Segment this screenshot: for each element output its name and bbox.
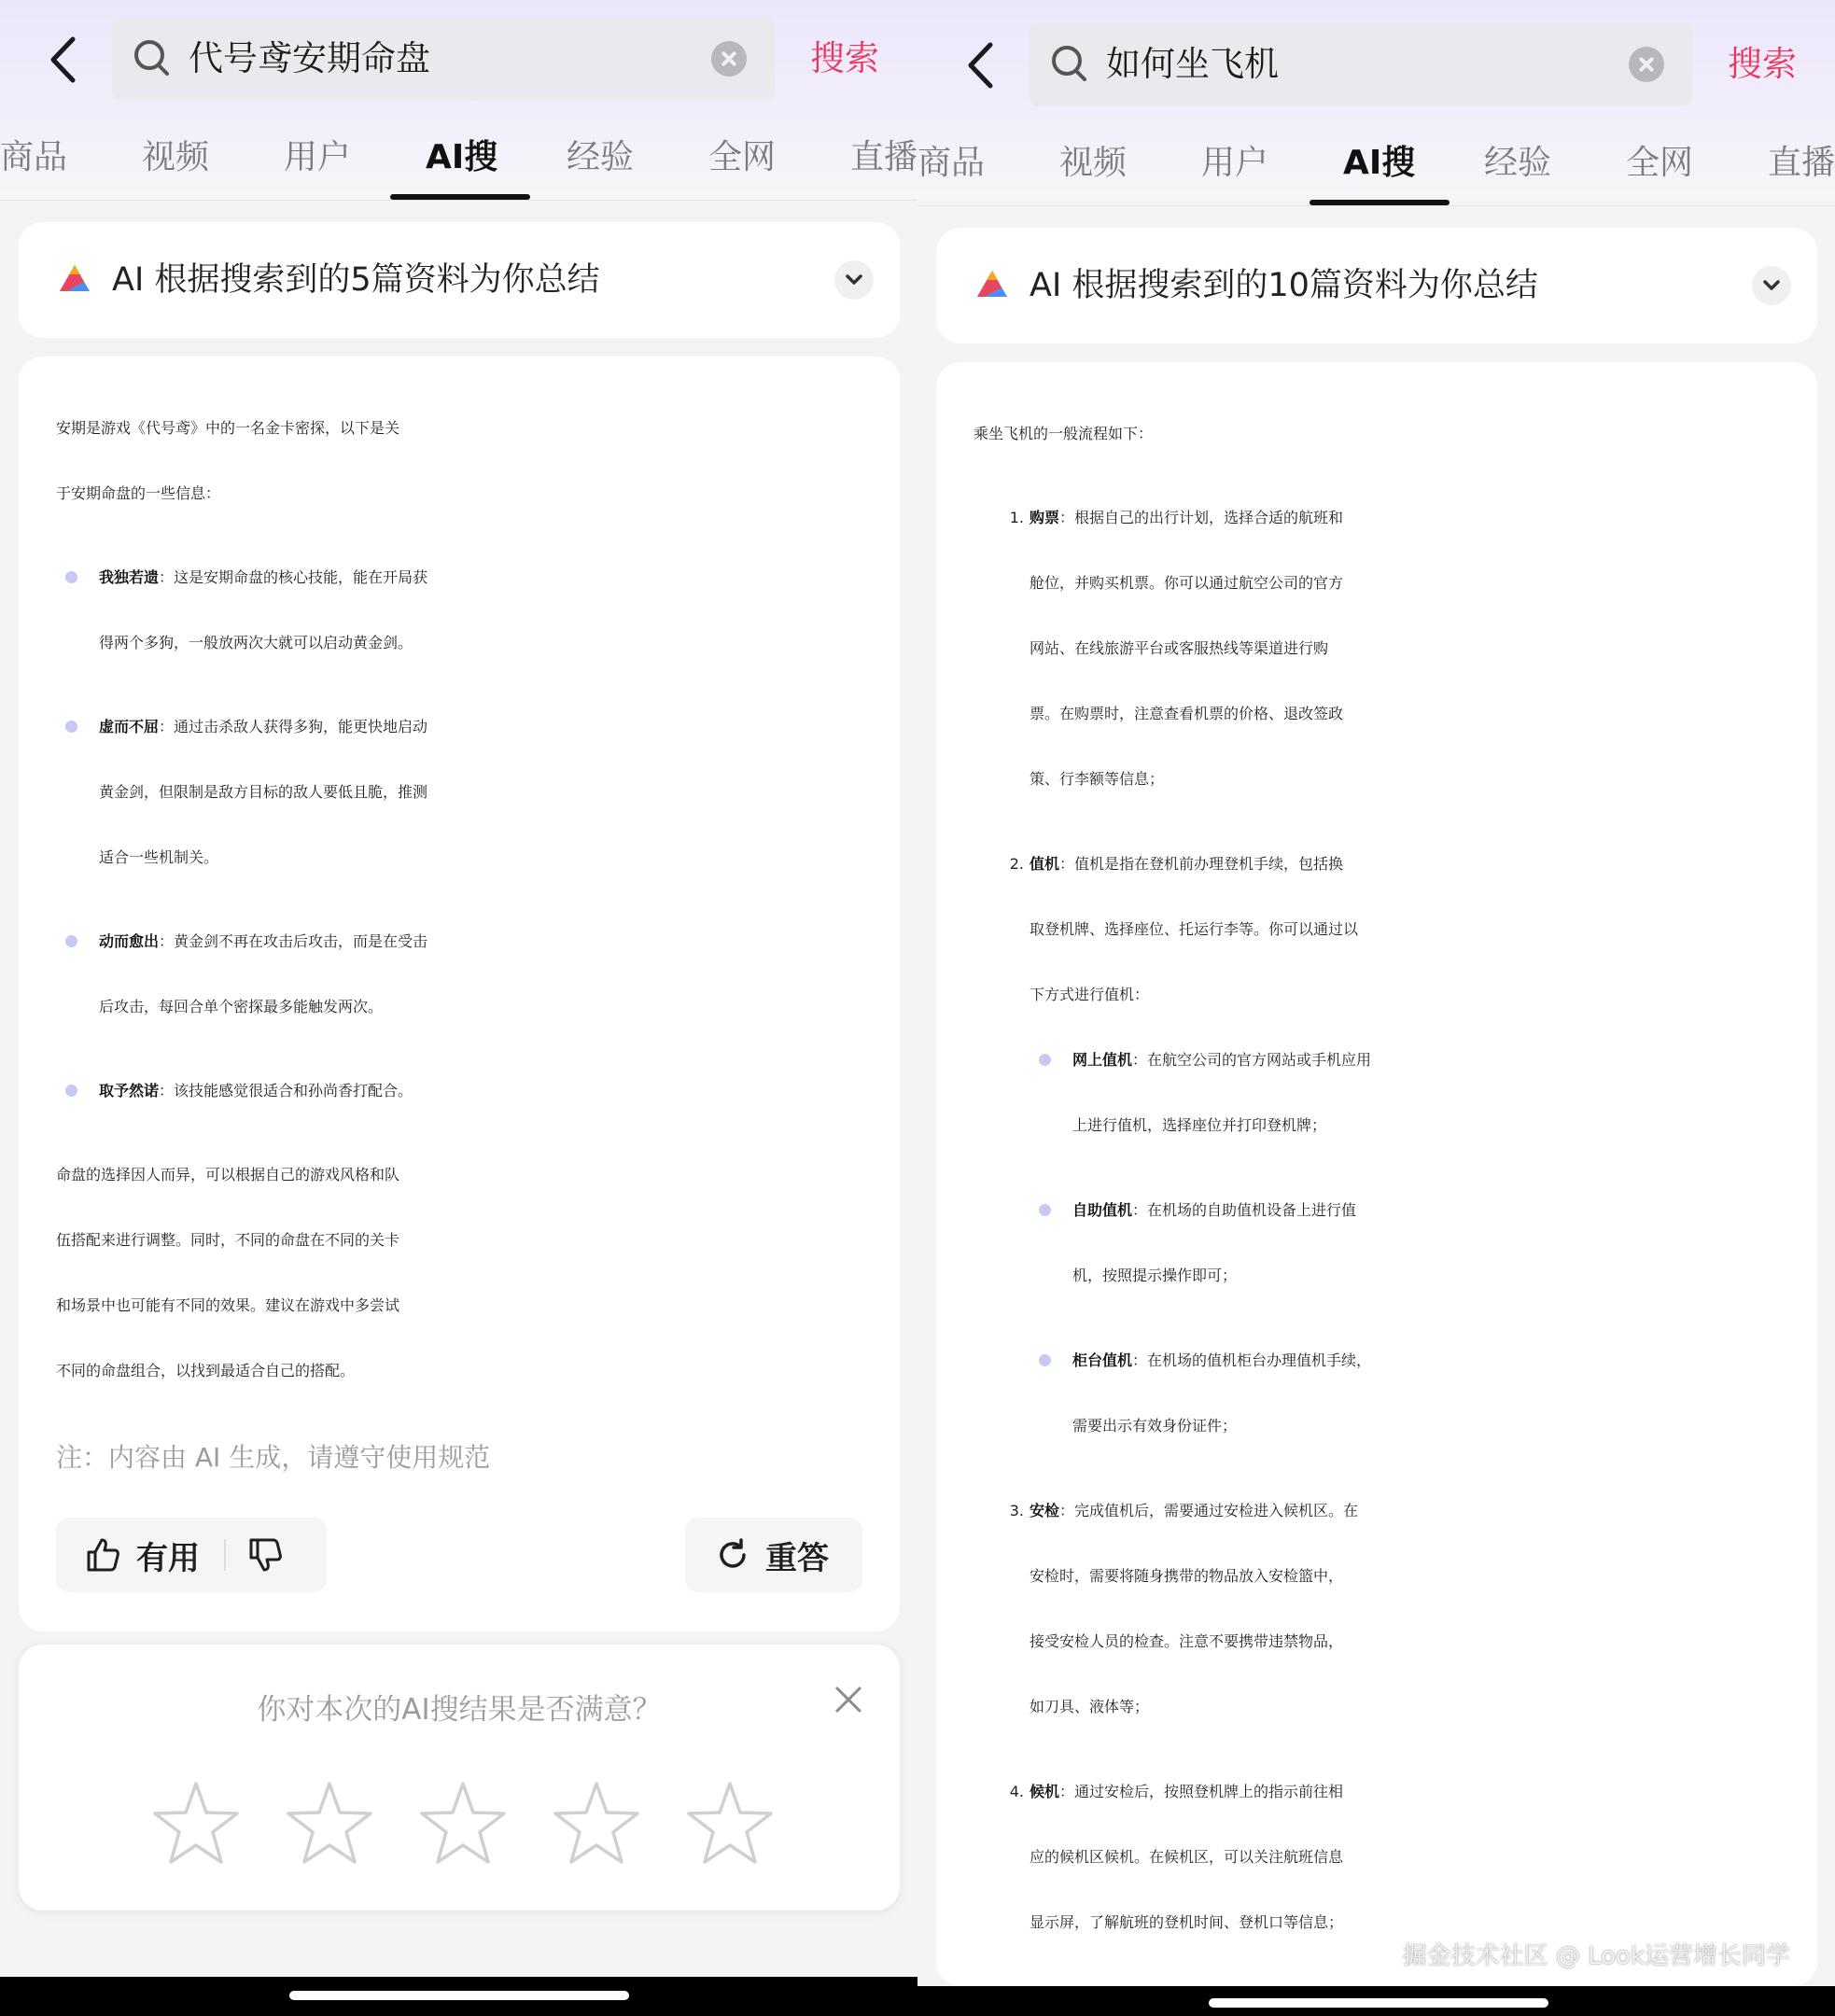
answer-intro-line: 于安期命盘的一些信息： xyxy=(56,484,221,502)
watermark: 掘金技术社区 @ Look运营增长同学 xyxy=(1402,1942,1790,1970)
clear-icon[interactable] xyxy=(1629,47,1664,82)
summary-title: AI 根据搜索到的10篇资料为你总结 xyxy=(1030,267,1538,304)
feedback-divider xyxy=(224,1539,226,1571)
ai-logo-icon xyxy=(56,263,93,297)
step-text: ：通过安检后，按照登机牌上的指示前往相 xyxy=(1059,1783,1344,1800)
step-text: 显示屏，了解航班的登机时间、登机口等信息； xyxy=(1030,1913,1344,1931)
step-text: 接受安检人员的检查。注意不要携带违禁物品， xyxy=(1030,1632,1344,1650)
list-item-step-3 xyxy=(1009,1478,1776,1740)
tab-experience[interactable]: 经验 xyxy=(567,138,635,176)
tabs-divider xyxy=(918,205,1835,206)
step-number: 4. xyxy=(1009,1783,1024,1800)
reanswer-button[interactable] xyxy=(685,1518,862,1592)
tab-experience[interactable]: 经验 xyxy=(1484,144,1552,182)
search-query: 如何坐飞机 xyxy=(1106,44,1279,84)
answer-outro-line: 命盘的选择因人而异，可以根据自己的游戏风格和队 xyxy=(56,1166,400,1183)
step-term: 安检 xyxy=(1030,1502,1060,1519)
tab-ai-search[interactable]: AI搜 xyxy=(426,138,498,176)
list-item xyxy=(56,909,859,1040)
search-button[interactable]: 搜索 xyxy=(1728,44,1797,84)
back-arrow-icon[interactable] xyxy=(959,37,1002,93)
list-item-checkin-counter xyxy=(1030,1328,1776,1459)
rating-question: 你对本次的AI搜结果是否满意？ xyxy=(257,1693,662,1727)
list-item xyxy=(56,694,859,890)
summary-title: AI 根据搜索到的5篇资料为你总结 xyxy=(112,261,600,299)
star-icon[interactable] xyxy=(151,1780,241,1866)
list-item-step-2 xyxy=(1009,832,1776,1028)
home-indicator xyxy=(289,1991,629,2000)
bullet-term: 我独若遗 xyxy=(99,568,160,586)
step-number: 3. xyxy=(1009,1502,1024,1519)
tab-web[interactable]: 全网 xyxy=(708,138,777,176)
tab-live[interactable]: 直播 xyxy=(850,138,918,176)
answer-intro: 乘坐飞机的一般流程如下： xyxy=(974,425,1154,442)
reanswer-label: 重答 xyxy=(765,1539,829,1577)
step-number: 2. xyxy=(1009,855,1024,873)
tab-users[interactable]: 用户 xyxy=(284,138,352,176)
back-arrow-icon[interactable] xyxy=(41,32,84,88)
step-number: 1. xyxy=(1009,509,1024,526)
search-bar xyxy=(918,22,1835,108)
answer-outro-line: 和场景中也可能有不同的效果。建议在游戏中多尝试 xyxy=(56,1296,400,1314)
search-icon xyxy=(133,38,172,83)
bullet-dot xyxy=(65,571,77,583)
rating-card xyxy=(19,1645,900,1911)
step-text: 策、行李额等信息； xyxy=(1030,770,1165,788)
refresh-icon xyxy=(715,1537,750,1573)
bullet-text: 上进行值机，选择座位并打印登机牌； xyxy=(1072,1116,1327,1134)
step-text: 应的候机区候机。在候机区，可以关注航班信息 xyxy=(1030,1848,1344,1866)
search-input[interactable] xyxy=(1030,22,1692,106)
list-item xyxy=(56,545,859,676)
bullet-text: 适合一些机制关。 xyxy=(99,848,219,866)
tab-users[interactable]: 用户 xyxy=(1201,144,1269,182)
home-indicator xyxy=(1209,1998,1548,2008)
bullet-term: 动而愈出 xyxy=(99,932,160,950)
bullet-dot xyxy=(65,935,77,947)
ai-summary-header[interactable] xyxy=(19,222,900,338)
ai-answer-card xyxy=(936,362,1817,1986)
tab-web[interactable]: 全网 xyxy=(1626,144,1694,182)
bullet-text: ：通过击杀敌人获得多狗，能更快地启动 xyxy=(159,718,428,735)
step-term: 候机 xyxy=(1030,1783,1060,1800)
bullet-text: ：该技能感觉很适合和孙尚香打配合。 xyxy=(159,1082,413,1099)
bullet-text: ：在机场的值机柜台办理值机手续， xyxy=(1132,1351,1372,1369)
bullet-text: ：这是安期命盘的核心技能，能在开局获 xyxy=(159,568,428,586)
tab-products[interactable]: 商品 xyxy=(0,138,68,176)
step-term: 购票 xyxy=(1030,509,1060,526)
search-input[interactable] xyxy=(112,17,775,101)
tab-ai-search[interactable]: AI搜 xyxy=(1343,144,1416,182)
ai-logo-icon xyxy=(974,269,1011,302)
ai-answer-card xyxy=(19,357,900,1631)
ai-disclaimer: 注：内容由 AI 生成，请遵守使用规范 xyxy=(56,1442,491,1473)
search-icon xyxy=(1050,44,1089,89)
star-icon[interactable] xyxy=(285,1780,374,1866)
bullet-text: ：在机场的自助值机设备上进行值 xyxy=(1132,1201,1357,1219)
step-text: ：根据自己的出行计划，选择合适的航班和 xyxy=(1059,509,1344,526)
bullet-term: 取予然诺 xyxy=(99,1082,160,1099)
bullet-text: 机，按照提示操作即可； xyxy=(1072,1267,1238,1284)
list-item-checkin-self xyxy=(1030,1178,1776,1309)
list-item-checkin-online xyxy=(1030,1028,1776,1158)
bullet-dot xyxy=(65,1085,77,1097)
bullet-term: 自助值机 xyxy=(1072,1201,1133,1219)
step-text: 舱位，并购买机票。你可以通过航空公司的官方 xyxy=(1030,574,1344,592)
answer-intro-line: 安期是游戏《代号鸢》中的一名金卡密探，以下是关 xyxy=(56,419,400,437)
bullet-text: 后攻击，每回合单个密探最多能触发两次。 xyxy=(99,998,384,1015)
bullet-dot xyxy=(65,721,77,733)
tab-products[interactable]: 商品 xyxy=(918,144,986,182)
tab-live[interactable]: 直播 xyxy=(1768,144,1835,182)
answer-outro-line: 不同的命盘组合，以找到最适合自己的搭配。 xyxy=(56,1362,356,1379)
list-item-step-1 xyxy=(1009,485,1776,812)
star-icon[interactable] xyxy=(418,1780,508,1866)
category-tabs xyxy=(0,131,918,190)
step-text: 下方式进行值机： xyxy=(1030,986,1150,1003)
step-text: 安检时，需要将随身携带的物品放入安检篮中， xyxy=(1030,1567,1344,1585)
bullet-text: ：黄金剑不再在攻击后攻击，而是在受击 xyxy=(159,932,428,950)
chevron-down-icon[interactable] xyxy=(1752,266,1791,305)
feedback-group xyxy=(56,1518,327,1592)
bullet-text: 需要出示有效身份证件； xyxy=(1072,1417,1238,1435)
bullet-text: ：在航空公司的官方网站或手机应用 xyxy=(1132,1051,1372,1069)
tab-videos[interactable]: 视频 xyxy=(142,138,210,176)
step-text: 如刀具、液体等； xyxy=(1030,1698,1150,1715)
bullet-text: 得两个多狗，一般放两次大就可以启动黄金剑。 xyxy=(99,634,413,651)
bullet-text: 黄金剑，但限制是敌方目标的敌人要低且脆，推测 xyxy=(99,783,428,801)
thumbs-down-icon[interactable] xyxy=(246,1536,284,1574)
bullet-dot xyxy=(1039,1054,1051,1066)
step-text: 网站、在线旅游平台或客服热线等渠道进行购 xyxy=(1030,639,1329,657)
bullet-term: 柜台值机 xyxy=(1072,1351,1133,1369)
useful-button[interactable]: 有用 xyxy=(136,1539,200,1577)
tabs-divider xyxy=(0,200,918,201)
bullet-dot xyxy=(1039,1204,1051,1216)
tab-videos[interactable]: 视频 xyxy=(1059,144,1128,182)
step-text: ：完成值机后，需要通过安检进入候机区。在 xyxy=(1059,1502,1359,1519)
clear-icon[interactable] xyxy=(711,41,747,77)
search-query: 代号鸢安期命盘 xyxy=(189,38,430,78)
list-item xyxy=(56,1058,859,1124)
answer-outro-line: 伍搭配来进行调整。同时，不同的命盘在不同的关卡 xyxy=(56,1231,400,1249)
right-screenshot xyxy=(918,0,1835,2016)
step-term: 值机 xyxy=(1030,855,1060,873)
list-item-step-4 xyxy=(1009,1759,1776,1955)
bullet-term: 网上值机 xyxy=(1072,1051,1133,1069)
ai-summary-header[interactable] xyxy=(936,228,1817,343)
bullet-dot xyxy=(1039,1354,1051,1366)
step-text: 取登机牌、选择座位、托运行李等。你可以通过以 xyxy=(1030,920,1359,938)
star-icon[interactable] xyxy=(552,1780,641,1866)
close-icon[interactable] xyxy=(834,1686,862,1717)
search-button[interactable]: 搜索 xyxy=(810,38,879,78)
category-tabs xyxy=(918,136,1835,196)
bullet-term: 虚而不屈 xyxy=(99,718,160,735)
star-icon[interactable] xyxy=(685,1780,775,1866)
search-bar xyxy=(0,17,918,103)
chevron-down-icon[interactable] xyxy=(834,260,874,300)
thumbs-up-icon[interactable] xyxy=(84,1536,121,1574)
step-text: 票。在购票时，注意查看机票的价格、退改签政 xyxy=(1030,705,1344,722)
step-text: ：值机是指在登机前办理登机手续，包括换 xyxy=(1059,855,1344,873)
